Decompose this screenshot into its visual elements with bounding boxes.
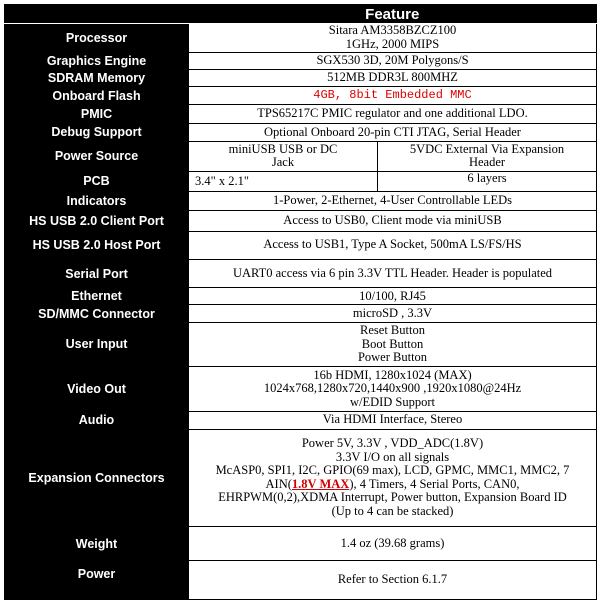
value-weight: 1.4 oz (39.68 grams) (189, 526, 597, 560)
value-processor (189, 24, 597, 52)
row-pcb (5, 171, 597, 191)
expansion-line-3: McASP0, SPI1, I2C, GPIO(69 max), LCD, GPMC, MMC1, MMC2, 7 (215, 463, 570, 478)
value-pcb-size: 3.4" x 2.1" (189, 171, 378, 191)
power-source-1-line-1: miniUSB USB or DC (228, 141, 338, 156)
power-source-1-line-2: Jack (271, 155, 295, 170)
value-debug: Optional Onboard 20-pin CTI JTAG, Serial Header (189, 124, 597, 141)
row-sdmmc (5, 305, 597, 322)
value-flash (189, 86, 597, 104)
value-power: Refer to Section 6.1.7 (189, 561, 597, 600)
row-sdram (5, 69, 597, 86)
value-power-source-1 (189, 141, 378, 171)
label-usb-client: HS USB 2.0 Client Port (5, 211, 189, 231)
processor-line-2: 1GHz, 2000 MIPS (345, 36, 440, 51)
label-pmic: PMIC (5, 105, 189, 124)
label-pcb: PCB (5, 171, 189, 191)
header-corner (5, 5, 189, 24)
label-sdmmc: SD/MMC Connector (5, 305, 189, 322)
value-serial: UART0 access via 6 pin 3.3V TTL Header. Header is populated (189, 259, 597, 287)
expansion-line-1: Power 5V, 3.3V , VDD_ADC(1.8V) (301, 436, 484, 451)
feature-table (4, 4, 597, 600)
label-indicators: Indicators (5, 192, 189, 211)
value-indicators: 1-Power, 2-Ethernet, 4-User Controllable LEDs (189, 192, 597, 211)
video-line-1: 16b HDMI, 1280x1024 (MAX) (313, 367, 472, 382)
row-power-source (5, 141, 597, 171)
row-audio (5, 411, 597, 429)
value-sdram: 512MB DDR3L 800MHZ (189, 69, 597, 86)
expansion-line-6: (Up to 4 can be stacked) (331, 503, 454, 518)
value-pmic: TPS65217C PMIC regulator and one additional LDO. (189, 105, 597, 124)
row-user-input (5, 322, 597, 367)
expansion-line-4 (189, 478, 596, 492)
feature-header: Feature (189, 5, 597, 24)
expansion-line-5: EHRPWM(0,2),XDMA Interrupt, Power button, Expansion Board ID (218, 490, 567, 505)
value-graphics: SGX530 3D, 20M Polygons/S (189, 52, 597, 69)
label-user-input: User Input (5, 322, 189, 367)
expansion-line-2: 3.3V I/O on all signals (335, 449, 450, 464)
row-processor (5, 24, 597, 52)
value-user-input (189, 322, 597, 367)
value-audio: Via HDMI Interface, Stereo (189, 411, 597, 429)
value-sdmmc: microSD , 3.3V (189, 305, 597, 322)
user-input-line-3: Power Button (357, 350, 428, 365)
label-flash: Onboard Flash (5, 86, 189, 104)
row-indicators (5, 192, 597, 211)
label-video: Video Out (5, 367, 189, 412)
row-debug (5, 124, 597, 141)
row-graphics (5, 52, 597, 69)
expansion-ain-post: ), 4 Timers, 4 Serial Ports, CAN0, (349, 476, 520, 491)
value-pcb-layers: 6 layers (378, 171, 597, 191)
value-power-source-2 (378, 141, 597, 171)
row-usb-host (5, 231, 597, 259)
row-flash (5, 86, 597, 104)
row-video (5, 367, 597, 412)
row-usb-client (5, 211, 597, 231)
value-usb-client: Access to USB0, Client mode via miniUSB (189, 211, 597, 231)
power-source-2-line-2: Header (468, 155, 506, 170)
row-pmic (5, 105, 597, 124)
expansion-ain-max: 1.8V MAX (291, 476, 350, 491)
row-serial (5, 259, 597, 287)
label-ethernet: Ethernet (5, 288, 189, 305)
video-line-3: w/EDID Support (349, 394, 436, 409)
value-usb-host: Access to USB1, Type A Socket, 500mA LS/FS/HS (189, 231, 597, 259)
row-expansion (5, 429, 597, 526)
label-weight: Weight (5, 526, 189, 560)
user-input-line-1: Reset Button (360, 323, 425, 338)
label-usb-host: HS USB 2.0 Host Port (5, 231, 189, 259)
value-expansion (189, 429, 597, 526)
label-processor: Processor (5, 24, 189, 52)
label-expansion: Expansion Connectors (5, 429, 189, 526)
row-weight (5, 526, 597, 560)
label-sdram: SDRAM Memory (5, 69, 189, 86)
row-ethernet (5, 288, 597, 305)
label-power: Power (5, 561, 189, 600)
video-line-2: 1024x768,1280x720,1440x900 ,1920x1080@24Hz (263, 381, 522, 396)
value-video (189, 367, 597, 412)
label-power-source: Power Source (5, 141, 189, 171)
label-serial: Serial Port (5, 259, 189, 287)
label-graphics: Graphics Engine (5, 52, 189, 69)
label-debug: Debug Support (5, 124, 189, 141)
flash-text: 4GB, 8bit Embedded MMC (313, 88, 472, 103)
label-audio: Audio (5, 411, 189, 429)
value-ethernet: 10/100, RJ45 (189, 288, 597, 305)
processor-line-1: Sitara AM3358BZCZ100 (328, 23, 457, 38)
user-input-line-2: Boot Button (361, 336, 424, 351)
expansion-ain-pre: AIN( (265, 476, 292, 491)
row-power (5, 561, 597, 600)
power-source-2-line-1: 5VDC External Via Expansion (409, 141, 565, 156)
